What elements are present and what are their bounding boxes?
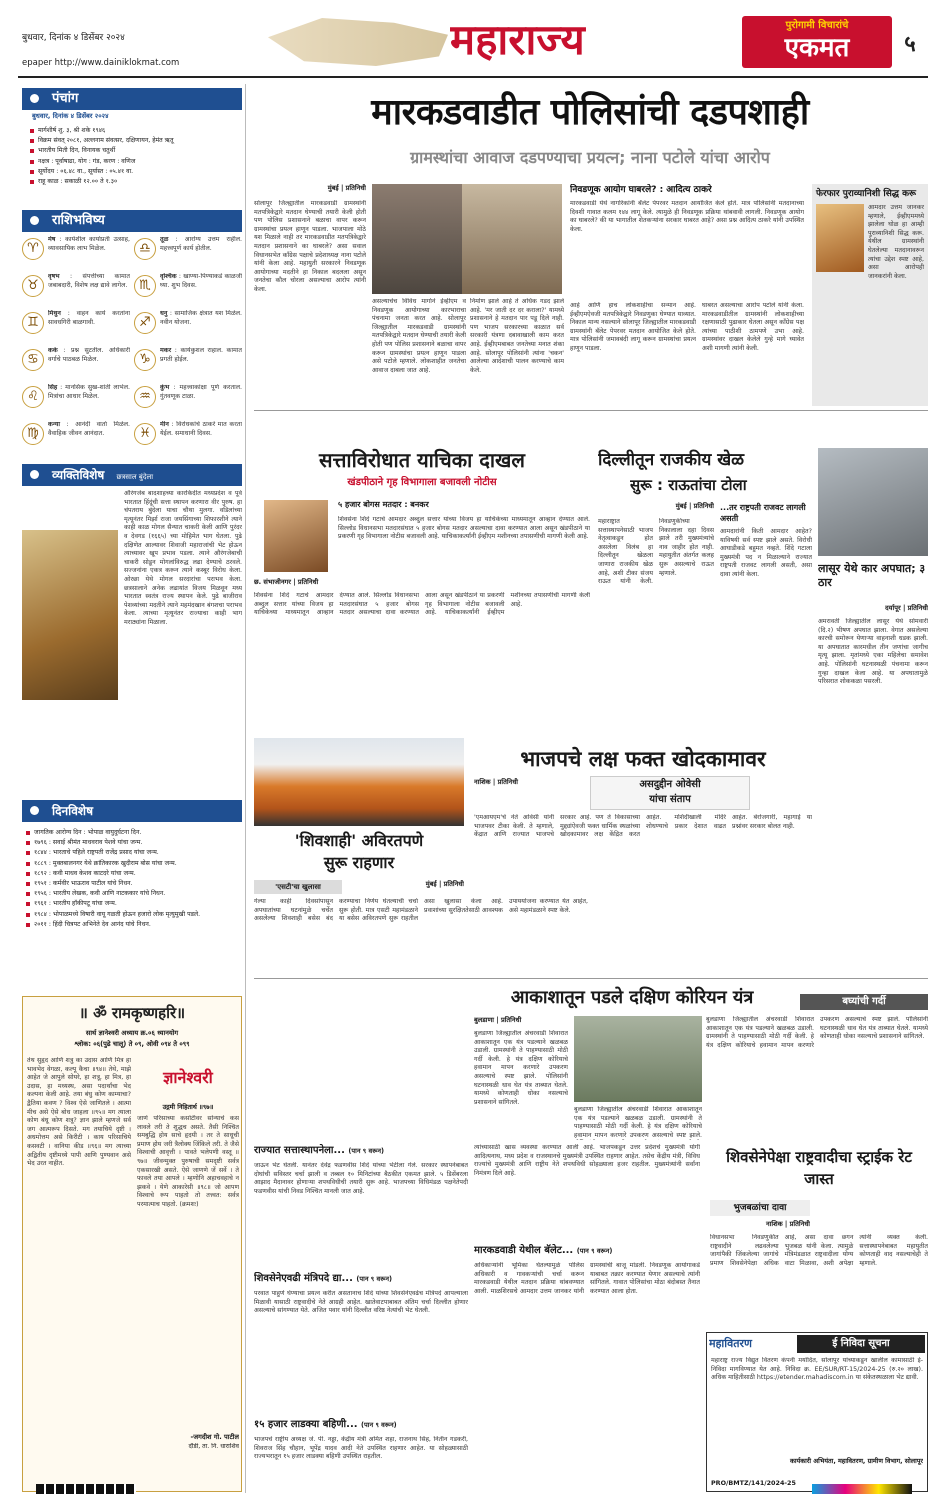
dinvishesh-icon <box>30 806 39 815</box>
rashi-title: राशिभविष्य <box>52 213 105 228</box>
list-item: विक्रम संवत् २०८१, अल्लनाम संवत्सर, दक्षिणायन, हेमंत ऋतू <box>30 136 242 146</box>
rashi-item: ♑ मकर : कार्यकुशल राहाल. कामात प्रगती होईल. <box>134 347 242 383</box>
vyakti-header <box>22 464 242 486</box>
lasur-dateline: दर्यापूर | प्रतिनिधी <box>885 604 928 612</box>
korea-col-1: बुलडाणा जिल्ह्यातील अंचरवाडी शिवारात आकाशातून एक यंत्र पडल्याने खळबळ उडाली. ग्रामस्थांनी ते पाहण्यासाठी मोठी गर्दी केली. हे यंत्र दक्षिण कोरियाचे हवामान मापन करणारे उपकरण असल्याचे स्पष्ट झाले. पोलिसांनी घटनास्थळी धाव घेत यंत्र ताब्यात घेतले. यामध्ये कोणताही धोका नसल्याचे प्रशासनाने सांगितले. <box>474 1030 568 1106</box>
bhajap-body: 'एमआयएम'चे नेते ओवेसी यांनी भाजपवर टीका केली. ते म्हणाले, केंद्रात आणि राज्यात भाजपचे सरकार आहे. पण ते विकासाच्या मुद्द्यांऐवजी फक्त धार्मिक स्थळांच्या खोदकामावर लक्ष केंद्रित करत आहेत. मशिदींखाली मंदिरे शोधण्याचे प्रकार देशात वाढत आहेत. बेरोजगारी, महागाई या प्रश्नांवर सरकार बोलत नाही. <box>474 814 812 839</box>
ramkrishna-left-text: तेथ सुहृद आणि शत्रु का उदास आणि मित्र हा भावभेद वेगळा, कल्पू कैचा ॥९४॥ तेथे, माझे आहेत जे आपुले सोयरे, हा शत्रू, हा मित्र, हा उदास, हा मध्यस्थ, असा पदार्थांचा भेद कल्पना केली आहे. तया बंधु कोण काम्याचा? द्वैतिया कवण ? विश्व ऐसे जाणितले । आत्मा मीच असे ऐसे बोध जाहला ॥९५॥ मग त्याला कोण बंधू कोण शत्रू? ज्ञान झाले म्हणजे सर्व जग आत्मरूप दिसते. मग तयाचिये दृष्टी । अधमोत्तम असे किरीटी । काय परिसाचिये कसवटी । वानिया कीड ॥९६॥ मग त्याच्या अद्वितीय दृष्टीमध्ये पापी आणि पुण्यवान असे भेद उरत नाहीत. <box>27 1057 131 1168</box>
sagittarius-icon: ♐ <box>134 312 156 334</box>
sattar-dateline: छ. संभाजीनगर | प्रतिनिधी <box>254 578 319 586</box>
rajya-headline: राज्यात सत्तास्थापनेला... (पान ९ वरून) <box>254 1145 384 1156</box>
main-dateline: मुंबई | प्रतिनिधी <box>327 184 366 192</box>
aries-icon: ♈ <box>22 238 44 260</box>
list-item: सूर्योदय : ०६.४८ वा., सूर्यास्त : ०५.४१ वा. <box>30 167 242 177</box>
dinvishesh-list <box>26 828 242 930</box>
panchang-header <box>22 88 242 110</box>
delhi-box-title: ...तर राष्ट्रपती राजवट लागली असती <box>720 503 806 523</box>
panchang-date: बुधवार, दिनांक ४ डिसेंबर २०२४ <box>32 112 109 120</box>
rashi-item: ♉ वृषभ : संपत्तीच्या कामात जबाबदारी, विशेष लक्ष द्यावे लागेल. <box>22 273 130 309</box>
dnyaneshwari-logo: ज्ञानेश्वरी <box>163 1068 213 1087</box>
ncp-tag: भुजबळांचा दावा <box>710 1200 810 1216</box>
ramkrishna-sub2: उद्गमी निहितार्थ ॥९७॥ <box>162 1103 214 1111</box>
delhi-dateline: मुंबई | प्रतिनिधी <box>675 502 714 510</box>
divider <box>254 978 928 979</box>
delhi-box <box>720 502 812 732</box>
left-column <box>18 84 246 1493</box>
ncp-body: विधानसभा निवडणुकीत राष्ट्रवादीने लढवलेल्या जागांपैकी जिंकलेल्या जागांचे प्रमाण शिवसेनेपेक्षा अधिक आहे, असा दावा छगन भुजबळ यांनी केला. त्यामुळे मंत्रिमंडळात राष्ट्रवादीला योग्य वाटा मिळावा, अशी अपेक्षा त्यांनी व्यक्त केली. सत्तास्थापनेबाबत महायुतीत कोणताही वाद नसल्याचेही ते म्हणाले. <box>710 1234 928 1267</box>
panchang-icon <box>30 94 39 103</box>
tender-ref: PRO/BMTZ/141/2024-25 <box>711 1479 796 1487</box>
list-item: जागतिक आरोग्य दिन : भोपाळ वायुदुर्घटना दिन. <box>26 828 242 838</box>
pisces-icon: ♓ <box>134 423 156 445</box>
rajya-body-2: त्यांच्यासाठी खास व्यवस्था करण्यात आली आहे. भाजपकडून उत्तर प्रदेशचे मुख्यमंत्री योगी आदित्यनाथ, मध्य प्रदेश व राजस्थानचे मुख्यमंत्री उपस्थित राहणार आहेत. तसेच केंद्रीय मंत्री, विविध राज्यांचे मुख्यमंत्री आणि राष्ट्रीय नेते शपथविधी सोहळ्याला हजर राहतील. मुख्यमंत्र्यांनी सर्वांना निमंत्रण दिले आहे. <box>474 1144 700 1177</box>
bhajap-dateline: नाशिक | प्रतिनिधी <box>474 778 518 786</box>
shivshahi-headline-2: सुरू राहणार <box>323 853 395 872</box>
villagers-photo <box>462 184 562 294</box>
brand-name: एकमत <box>784 32 850 63</box>
cancer-icon: ♋ <box>22 349 44 371</box>
ladki-body: भाजपचे राष्ट्रीय अध्यक्ष जे. पी. नड्डा, केंद्रीय मंत्री अमित शहा, राजनाथ सिंह, नितीन गडकरी, शिवराज सिंह चौहान, भूपेंद्र यादव आदी नेते उपस्थित राहणार आहेत. या सोहळ्यासाठी राज्यभरातून १५ हजार लाडक्या बहिणी उपस्थित राहतील. <box>254 1436 468 1461</box>
janakar-title: फेरफार पुराव्यानिशी सिद्ध करू <box>816 189 917 199</box>
rashi-grid <box>22 236 242 456</box>
bogus-voters-heading: ५ हजार बोगस मतदार : बनकर <box>338 500 429 509</box>
list-item: राहू काळ : सकाळी १२.०० ते १.३० <box>30 177 242 187</box>
sattar-intro: शिवसेना शिंदे गटाचे आमदार अब्दुल सत्तार यांच्या विजय हा याचिकेच्या माध्यमातून आव्हान देण्यात आले. सिल्लोड विधानसभा मतदारसंघात ५ हजार बोगस मतदार असल्याचा दावा करण्यात आला असून खंडपीठाने या प्रकरणी गृह विभागाला नोटीस बजावली आहे. याचिकाकर्त्यांनी ईव्हीएम मशीनच्या तपासणीची मागणी केली आहे. <box>338 516 590 541</box>
car-accident-photo <box>818 448 928 556</box>
mahavitaran-logo: महावितरण <box>709 1337 752 1350</box>
rajya-body: जाऊन भेट घेतली. यानंतर देवेंद्र फडणवीस शिंदे यांच्या भेटीला गेले. सरकार स्थापनेबाबत दोघांची सविस्तर चर्चा झाली व तब्बल १० मिनिटांच्या बैठकीत एकमत झाले. ५ डिसेंबरला आझाद मैदानावर होणाऱ्या शपथविधीची तयारी सुरू आहे. भाजपच्या विधिमंडळ पक्षनेतेपदी फडणवीस यांची निवड निश्चित मानली जात आहे. <box>254 1162 468 1195</box>
korea-col-3: बुलडाणा जिल्ह्यातील अंचरवाडी शिवारात आकाशातून एक यंत्र पडल्याने खळबळ उडाली. ग्रामस्थांनी ते पाहण्यासाठी मोठी गर्दी केली. हे यंत्र दक्षिण कोरियाचे हवामान मापन करणारे उपकरण असल्याचे स्पष्ट झाले. पोलिसांनी घटनास्थळी धाव घेत यंत्र ताब्यात घेतले. यामध्ये कोणताही धोका नसल्याचे प्रशासनाने सांगितले. <box>706 1016 928 1049</box>
vyakti-icon <box>30 470 39 479</box>
list-item: १९५६ : भारतीय लेखक, कवी आणि नाटककार यांचे निधन. <box>26 889 242 899</box>
delhi-box-text: आमदारांनी किती आमदार आहेत? याविषयी सर्व स्पष्ट झाले असते. विरोधी आघाडीकडे बहुमत नव्हते. शिंदे गटाला मुख्यमंत्री पद न मिळाल्याने राज्यात राष्ट्रपती राजवट लागली असती, असा दावा त्यांनी केला. <box>720 528 812 578</box>
main-subheadline: ग्रामस्थांचा आवाज दडपण्याचा प्रयत्न; नाना पटोले यांचा आरोप <box>410 148 770 167</box>
taurus-icon: ♉ <box>22 275 44 297</box>
janakar-box <box>812 184 928 406</box>
shivshahi-tag: 'एसटी'चा खुलासा <box>254 880 342 894</box>
main-col-2: असल्याचेच विविध मार्गाने ईव्हीएम व निवडणूक आयोगाच्या कारभाराचा पंचनामा जनता करत आहे. सोलापूर जिल्ह्यातील मारकडवाडी ग्रामस्थांनी मतपत्रिकेद्वारे मतदान घेण्याची तयारी केली होती पण पोलिस प्रशासनाने बळाचा वापर करून ग्रामस्थांचा प्रयत्न हाणून पाडला असे पटोले म्हणाले. लोकशाहीत जनतेचा आवाज दाबला जात आहे. <box>372 298 466 374</box>
main-col-3: निर्माण झाले आहे ते अधिक गडद झाले आहे. 'मर जाती दर दर कराला?' यामध्ये प्रशासनाने हे मतदान पार पडू दिले नाही. पण भाजप सरकारच्या काळात सर्व सरकारी यंत्रणा दबावाखाली काम करत आहे. ईव्हीएमबाबत जनतेच्या मनात शंका आहे. सोलापूर पोलिसांनी त्यांना 'चकन' आलेल्या आदेशाची पालन करण्याचे काम केले. <box>470 298 564 374</box>
dinvishesh-header <box>22 800 242 822</box>
rashi-icon <box>30 216 39 225</box>
korea-tag: बघ्यांची गर्दी <box>800 994 928 1010</box>
shivshahi-headline-1: 'शिवशाही' अविरतपणे <box>294 831 424 850</box>
section-title: महाराज्य <box>450 15 585 64</box>
delhi-subheadline: सुरू : राऊतांचा टोला <box>630 476 747 494</box>
list-item: मार्गशीर्ष शु. ३, श्री शके १९४६ <box>30 126 242 136</box>
rashi-item: ♋ कर्क : प्रश्न सुटतील. अधिकारी वर्गाचे पाठबळ मिळेल. <box>22 347 130 383</box>
list-item: २०११ : हिंदी चित्रपट अभिनेते देव आनंद यांचे निधन. <box>26 920 242 930</box>
dinvishesh-title: दिनविशेष <box>52 804 94 818</box>
rashi-header <box>22 210 242 232</box>
markad-headline: मारकडवाडी येथील बॅलेट... (पान ९ वरून) <box>474 1245 613 1256</box>
ncp-headline: शिवसेनेपेक्षा राष्ट्रवादीचा स्ट्राईक रेट जास्त <box>726 1148 912 1188</box>
list-item: नक्षत्र : पूर्वाषाढा, योग : गंड, करण : वणिज <box>30 157 242 167</box>
main-headline: मारकडवाडीत पोलिसांची दडपशाही <box>371 92 809 133</box>
divider <box>254 410 928 411</box>
korea-dateline: बुलडाणा | प्रतिनिधी <box>474 1016 522 1024</box>
aaditya-box <box>570 184 804 298</box>
korea-headline: आकाशातून पडले दक्षिण कोरियन यंत्र <box>510 987 754 1008</box>
ramkrishna-sign: -जगदीश गो. पाटील <box>190 1433 239 1441</box>
lasur-body: अमरावती जिल्ह्यातील लासूर येथे सोमवारी (दि.२) भीषण अपघात झाला. वेगात असलेल्या कारची समोरून येणाऱ्या वाहनाशी धडक झाली. या अपघातात कारमधील तीन जणांचा जागीच मृत्यू झाला. मृतांमध्ये एका महिलेचा समावेश आहे. पोलिसांनी घटनास्थळी पंचनामा करून गुन्हा दाखल केला आहे. या अपघातामुळे परिसरात शोककळा पसरली. <box>818 618 928 686</box>
virgo-icon: ♍ <box>22 423 44 445</box>
sattar-subheadline: खंडपीठाने गृह विभागाला बजावली नोटीस <box>347 477 497 488</box>
delhi-body: महाराष्ट्रात सत्तास्थापनेसाठी भाजप नेतृत्वाकडून होत असलेला विलंब हा दिल्लीतून खेळला जाणारा राजकीय खेळ आहे, अशी टीका संजय राऊत यांनी केली. निवडणुकीच्या निकालाला दहा दिवस झाले तरी मुख्यमंत्र्यांचे नाव जाहीर होत नाही. महायुतीत अंतर्गत कलह सुरू असल्याचे राऊत म्हणाले. <box>598 518 714 586</box>
rashi-item: ♌ सिंह : मानसिक सुख-शांती लाभेल. मित्रांचा आधार मिळेल. <box>22 384 130 420</box>
rashi-item: ♎ तूळ : आरोग्य उत्तम राहील. महत्त्वपूर्ण कार्य होतील. <box>134 236 242 272</box>
sattar-photo <box>264 500 328 572</box>
libra-icon: ♎ <box>134 238 156 260</box>
rashi-item: ♓ मीन : विरोधकांचे ठाकरे मात करता येईल. समाधानी दिवस. <box>134 421 242 456</box>
rashi-item: ♊ मिथुन : वाहन कार्य करतांना सावधगिरी बाळगावी. <box>22 310 130 346</box>
shivsena-body: परवात पाहुणे घेण्याचा प्रयत्न करीत असतानाच शिंदे यांच्या शिवसेनेएवढेच मंत्रिपदे आपल्याला मिळावी यासाठी राष्ट्रवादीचे नेते आग्रही आहेत. खातेवाटपाबाबत अंतिम चर्चा दिल्लीत होणार असल्याचे सांगण्यात येते. अजित पवार यांनी दिल्लीत वरिष्ठ नेत्यांची भेट घेतली. <box>254 1290 468 1315</box>
tender-text: महाराष्ट्र राज्य विद्युत वितरण कंपनी मर्यादित, सोलापूर यांच्याकडून खालील कामासाठी ई-निविदा मागविण्यात येत आहे. निविदा क्र. EE/SUR/RT-15/2024-25 (रु.२० लाख). अधिक माहितीसाठी https://etender.mahadiscom.in या संकेतस्थळाला भेट द्यावी. <box>711 1357 923 1382</box>
list-item: १९६१ : भारतीय हॉकीपटू यांचा जन्म. <box>26 899 242 909</box>
chhatrasal-portrait <box>22 530 118 700</box>
shivshahi-bus-photo <box>254 738 464 826</box>
capricorn-icon: ♑ <box>134 349 156 371</box>
ncp-dateline: नाशिक | प्रतिनिधी <box>766 1220 810 1228</box>
panchang-list <box>30 126 242 187</box>
bhajap-headline: भाजपचे लक्ष फक्त खोदकामावर <box>520 747 766 771</box>
list-item: १८८९ : मुक्तबालनगर येथे क्रांतिकारक खुदीराम बोस यांचा जन्म. <box>26 859 242 869</box>
vyakti-title: व्यक्तिविशेष <box>52 468 105 482</box>
page-number: ५ <box>904 32 916 57</box>
masthead <box>0 0 945 80</box>
tender-box <box>706 1332 928 1492</box>
brand-logo <box>742 16 892 68</box>
ramkrishna-box <box>22 996 242 1492</box>
rashi-item: ♐ धनु : सामाजिक क्षेत्रात यश मिळेल. नवीन योजना. <box>134 310 242 346</box>
list-item: १७९६ : सवाई श्रीमंत माधवराव पेशवे यांचा जन्म. <box>26 838 242 848</box>
color-bar <box>812 1484 912 1494</box>
ramkrishna-title: ॥ ॐ रामकृष्णहरि॥ <box>78 1004 186 1022</box>
rashi-item: ♍ कन्या : आनंदी वार्ता मिळेल. वैवाहिक जीवन आनंदात. <box>22 421 130 456</box>
main-col-1: सोलापूर जिल्ह्यातील मारकडवाडी ग्रामस्थांनी मतपत्रिकेद्वारे मतदान घेण्याची तयारी केली होती पण पोलिस प्रशासनाने बळाचा वापर करून ग्रामस्थांचा प्रयत्न हाणून पाडला. भाजपाला मोठे यश मिळाले नाही तर मारकडवाडीत मतपत्रिकेद्वारे मतदान प्रशासनाने का घाबरले? असा सवाल विधानसभेत काँग्रेस पक्षाचे प्रदेशाध्यक्ष नाना पटोले यांनी केला आहे. महायुती सरकारने निवडणूक आयोगाच्या मदतीने हा निकाल बदलला असून जनतेचा कौल चोरला असल्याचा आरोप त्यांनी केला. <box>254 200 366 293</box>
list-item: १९५१ : कर्मवीर भाऊराव पाटील यांचे निधन. <box>26 879 242 889</box>
brand-tagline: पुरोगामी विचारांचे <box>785 20 849 31</box>
leo-icon: ♌ <box>22 386 44 408</box>
maharashtra-map-icon <box>268 18 448 66</box>
korean-device-photo <box>574 1016 702 1102</box>
ramkrishna-sign2: दौंडी, ता. नि. धाराशिव <box>188 1443 239 1450</box>
rashi-item: ♈ मेष : कार्यशील कार्याप्रती उत्साह, व्यावसायिक लाभ मिळेल. <box>22 236 130 272</box>
ramkrishna-sub: सार्थ ज्ञानेश्वरी अध्याय क्र.०६ ध्यानयोग <box>85 1029 179 1038</box>
aaditya-title: निवडणूक आयोग घाबरले? : आदित्य ठाकरे <box>570 185 712 195</box>
owaisi-tag: असदुद्दीन ओवेसी यांचा संताप <box>590 776 750 810</box>
gemini-icon: ♊ <box>22 312 44 334</box>
rashi-item: ♒ कुंभ : महत्त्वाकांक्षा पूर्ण करताल. गुंतवणूक टाळा. <box>134 384 242 420</box>
scorpio-icon: ♏ <box>134 275 156 297</box>
header-date: बुधवार, दिनांक ४ डिसेंबर २०२४ <box>22 33 125 43</box>
panchang-title: पंचांग <box>52 91 79 106</box>
korea-col-2: बुलडाणा जिल्ह्यातील अंचरवाडी शिवारात आकाशातून एक यंत्र पडल्याने खळबळ उडाली. ग्रामस्थांनी ते पाहण्यासाठी मोठी गर्दी केली. हे यंत्र दक्षिण कोरियाचे हवामान मापन करणारे उपकरण असल्याचे स्पष्ट झाले. <box>574 1106 702 1139</box>
list-item: १९८४ : भोपाळमध्ये विषारी वायू गळती होऊन हजारो लोक मृत्युमुखी पडले. <box>26 910 242 920</box>
shivshahi-body: गेल्या काही दिवसांपासून अपघातांच्या घटनांमुळे चर्चेत असलेल्या शिवशाही बसेस बंद करण्याचा निर्णय घेतल्याची चर्चा सुरू होती. मात्र एसटी महामंडळाने या बसेस अविरतपणे सुरू राहतील असा खुलासा केला आहे. प्रवाशांच्या सुरक्षिततेसाठी आवश्यक उपाययोजना करण्यात येत आहेत, असे महामंडळाने स्पष्ट केले. <box>254 898 588 923</box>
header-url[interactable]: epaper http://www.dainiklokmat.com <box>22 58 180 68</box>
delhi-headline: दिल्लीतून राजकीय खेळ <box>598 450 745 470</box>
main-col-5: घाबरत असल्याचा आरोप पटोले यांनी केला. मारकडवाडीतील ग्रामस्थांनी लोकशाहीच्या रक्षणासाठी पुढाकार घेतला असून काँग्रेस पक्ष त्यांच्या पाठीशी ठामपणे उभा आहे. ग्रामस्थांवर दाखल केलेले गुन्हे मागे घ्यावेत अशी मागणी त्यांनी केली. <box>702 302 804 352</box>
shivshahi-dateline: मुंबई | प्रतिनिधी <box>425 880 464 888</box>
tender-title: ई निविदा सूचना <box>797 1335 925 1353</box>
ladki-headline: १५ हजार लाडक्या बहिणी... (पान ९ वरून) <box>254 1419 397 1430</box>
list-item: १८९२ : कवी माधव केशव काटदरे यांचा जन्म. <box>26 869 242 879</box>
aaditya-text: मारकडवाडी येथे नागरिकांनी बॅलेट पेपरवर मतदान आयोजित केले होते. मात्र पोलिसांनी मतदानाच्या दिवशी गावात कलम १४४ लागू केले. त्यामुळे ही निवडणूक प्रक्रिया थांबवावी लागली. निवडणूक आयोग का घाबरले? की या भागातील शेतकऱ्यांना सरकार घाबरत आहे? असा प्रश्न आदित्य ठाकरे यांनी उपस्थित केला. <box>570 200 804 233</box>
markad-body: अधिकाऱ्यांनी भूमिका घेतल्यामुळे पोलिस अधिकारी व गावकऱ्यांची चर्चा करून मारकडवाडी येथील मतदान प्रक्रिया थांबवण्यात आली. माळशिरसचे आमदार उत्तम जानकर यांनी ग्रामस्थांची बाजू मांडली. निवडणूक आयोगाकडे याबाबत तक्रार करण्यात येणार असल्याचे त्यांनी सांगितले. गावात पोलिसांचा मोठा बंदोबस्त तैनात करण्यात आला होता. <box>474 1262 700 1295</box>
shivsena-headline: शिवसेनेएवढी मंत्रिपदे द्या... (पान ९ वरून) <box>254 1273 392 1284</box>
lasur-headline: लासूर येथे कार अपघात; ३ ठार <box>818 562 926 589</box>
janakar-text: आमदार उत्तम जानकर म्हणाले, ईव्हीएममध्ये झालेला घोळ हा आम्ही पुराव्यानिशी सिद्ध करू. येथील ग्रामस्थांनी घेतलेल्या मतदानावरून त्यांचा उद्देश स्पष्ट आहे, असा आरोपही जानकरांनी केला. <box>868 204 924 280</box>
janakar-photo <box>816 204 864 272</box>
ramkrishna-shlok: श्लोक: ०६(पुढे चालू) ते ०९, ओवी ०९४ ते ०९९ <box>74 1040 190 1049</box>
main-col-4: आहे आणि हाच लोकशाहीचा सन्मान आहे. ईव्हीएमऐवजी मतपत्रिकेद्वारे निवडणुका घेण्यात याव्यात. निकाल मान्य नसल्याने सोलापूर जिल्ह्यातील मारकडवाडी ग्रामस्थांनी बॅलेट पेपरवर मतदान आयोजित केले होते. मात्र पोलिसांनी जमावबंदी लागू करून ग्रामस्थांचा प्रयत्न हाणून पाडला. <box>570 302 696 352</box>
list-item: भारतीय मिती दिन, विनायक चतुर्थी <box>30 146 242 156</box>
vyakti-name: छत्रसाल बुंदेला <box>116 473 154 481</box>
vyakti-body: औरंगजेब बादशाहच्या कारकिर्दीत मध्यप्रदेश व पूर्व भारतात हिंदूंची सत्ता स्थापन करणारा वीर पुरुष. हा चंपतराय बुंदेला याचा चौथा मुलगा. वडिलांच्या मृत्यूनंतर मिर्झा राजा जयसिंगाच्या शिफारशीने त्याने काही काळ मोगल सैन्यात चाकरी केली आणि पुरंदर व देवगड (१६६५) च्या मोहिमेत भाग घेतला. पुढे दक्षिणेत आल्यावर शिवाजी महाराजांची भेट होऊन त्याच्यावर खूप प्रभाव पडला. त्याने औरंगजेबाची चाकरी सोडून मोगलांविरुद्ध लढा देण्याचे ठरवले. सज्जनांना एकत्र करून त्याने कस्बूर विरोध केला. ओरछा येथे मोगल सरदारांचा पराभव केला. छत्रसालाने अनेक लढायांत विजय मिळवून मध्य भारतात स्वतंत्र राज्य स्थापन केले. पुढे बाजीराव पेशव्यांच्या मदतीने त्याने महमंदखान बंगशचा पराभव केला. त्याच्या मृत्यूनंतर राज्याचा काही भाग मराठ्यांना मिळाला. <box>22 490 242 772</box>
sattar-body: शिवसेना शिंदे गटाचे आमदार अब्दुल सत्तार यांच्या विजय हा याचिकेच्या माध्यमातून आव्हान देण्यात आले. सिल्लोड विधानसभा मतदारसंघात ५ हजार बोगस मतदार असल्याचा दावा करण्यात आला असून खंडपीठाने या प्रकरणी गृह विभागाला नोटीस बजावली आहे. याचिकाकर्त्यांनी ईव्हीएम मशीनच्या तपासणीची मागणी केली आहे. <box>254 592 590 617</box>
registration-mark <box>36 1484 136 1494</box>
header-rule <box>18 76 928 78</box>
sattar-headline: सत्ताविरोधात याचिका दाखल <box>319 448 525 472</box>
list-item: १८४४ : भारताचे पहिले राष्ट्रपती राजेंद्र प्रसाद यांचा जन्म. <box>26 848 242 858</box>
aquarius-icon: ♒ <box>134 386 156 408</box>
ramkrishna-right-text: जाणे परिसाच्या कसोटीवर सोन्याचे कस लावले तरी ते शुद्धच असते. तैसी निश्चित समबुद्धि होय साचे हृदयी । तर ते साधूची प्रमाण होय जरी त्रैलोक्य जिंकिले तरी. ते जैसे विश्वाची आवृत्ती । पावते भलेपणी वस्तू ॥९७॥ जीवन्मुक्त पुरुषाची समदृष्टी सर्वत्र एकसारखी असते. ऐसे जाणणे जें सर्वे । ते फावले तया आपले । म्हणोनि अहाचवहाचे न झकवे । येणे आकारेसी ॥९८॥ जो आपण विश्वाचे रूप पाहतो तो तत्त्वत: सर्वत्र परमात्माच पाहतो. (क्रमशः) <box>137 1115 239 1208</box>
rashi-item: ♏ वृश्चिक : खाण्या-पिण्याकडे काळजी घ्या. शुभ दिवस. <box>134 273 242 309</box>
tender-sign: कार्यकारी अभियंता, महावितरण, ग्रामीण विभाग, सोलापूर <box>789 1457 923 1465</box>
